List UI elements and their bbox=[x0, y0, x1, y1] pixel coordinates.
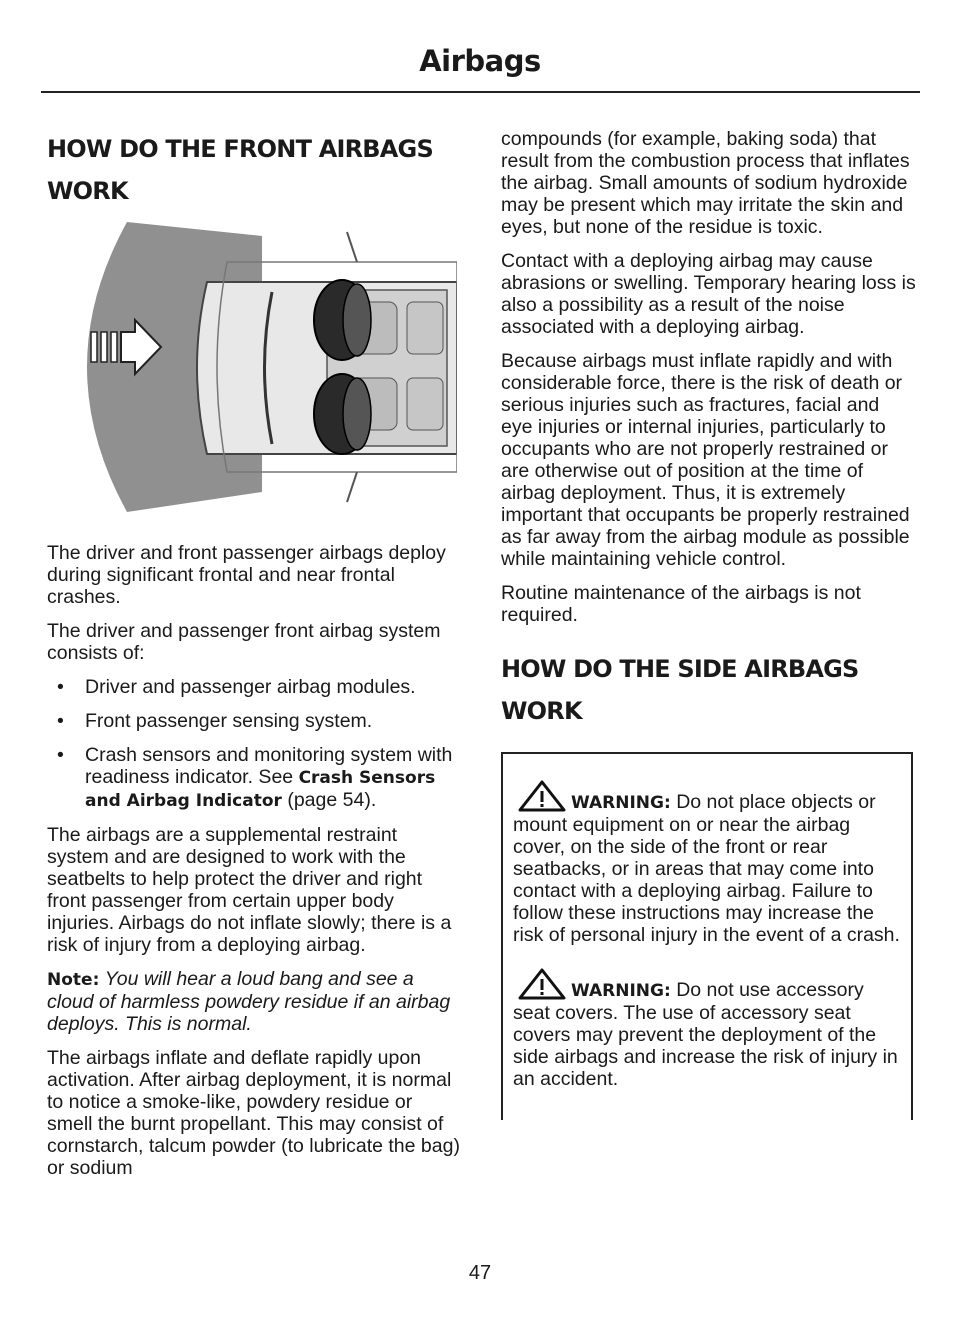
warning-label: WARNING: bbox=[571, 981, 671, 1001]
warning-1 bbox=[513, 780, 901, 946]
left-column bbox=[47, 128, 462, 1191]
list-item: • Front passenger sensing system. bbox=[47, 710, 462, 732]
page-number: 47 bbox=[468, 1262, 492, 1284]
right-column bbox=[501, 128, 916, 1120]
front-airbag-illustration bbox=[57, 222, 457, 512]
warning-triangle-icon bbox=[517, 780, 567, 812]
cross-reference-link[interactable]: Crash Sensors and Airbag Indicator bbox=[85, 768, 436, 811]
page-header-title: Airbags bbox=[419, 44, 541, 78]
note-text: You will hear a loud bang and see a cloud of harmless powdery residue if an airbag deploys. This is normal. bbox=[47, 968, 451, 1035]
warning-2 bbox=[513, 968, 901, 1090]
warning-text: Do not use accessory seat covers. The use of accessory seat covers may prevent the deployment of the side airbags and increase the risk of injury in an accident. bbox=[513, 979, 898, 1090]
airbag-system-components-list bbox=[47, 676, 462, 812]
side-airbags-heading: HOW DO THE SIDE AIRBAGS WORK bbox=[501, 655, 859, 725]
paragraph: Routine maintenance of the airbags is not required. bbox=[501, 582, 861, 626]
warning-label: WARNING: bbox=[571, 793, 671, 813]
warning-triangle-icon bbox=[517, 968, 567, 1000]
paragraph: The airbags inflate and deflate rapidly upon activation. After airbag deployment, it is normal to notice a smoke-like, powdery residue or smell the burnt propellant. This may consist of cornstarch, talcum powder (to lubricate the bag) or sodium bbox=[47, 1047, 460, 1179]
note-label: Note: bbox=[47, 970, 100, 990]
list-item: • Crash sensors and monitoring system with readiness indicator. See Crash Sensors and Airbag Indicator (page 54). bbox=[47, 744, 462, 812]
header-divider bbox=[41, 91, 920, 93]
note bbox=[47, 968, 462, 1035]
paragraph: The driver and passenger front airbag system consists of: bbox=[47, 620, 441, 664]
paragraph: The driver and front passenger airbags deploy during significant frontal and near frontal crashes. bbox=[47, 542, 446, 608]
warning-box bbox=[501, 752, 913, 1120]
paragraph: The airbags are a supplemental restraint system and are designed to work with the seatbelts to help protect the driver and right front passenger from certain upper body injuries. Airbags do not inflate slowly; there is a risk of injury from a deploying airbag. bbox=[47, 824, 452, 956]
list-item: • Driver and passenger airbag modules. bbox=[47, 676, 462, 698]
front-airbags-heading: HOW DO THE FRONT AIRBAGS WORK bbox=[47, 135, 433, 205]
warning-text: Do not place objects or mount equipment on or near the airbag cover, on the side of the front or rear seatbacks, or in areas that may come into contact with a deploying airbag. Failure to follow these instructions may increase the risk of personal injury in the event of a crash. bbox=[513, 791, 900, 946]
paragraph: Because airbags must inflate rapidly and with considerable force, there is the risk of death or serious injuries such as fractures, facial and eye injuries or internal injuries, particularly to occupants who are not properly restrained or are otherwise out of position at the time of airbag deployment. Thus, it is extremely important that occupants be properly restrained as far away from the airbag module as possible while maintaining vehicle control. bbox=[501, 350, 910, 570]
paragraph: Contact with a deploying airbag may cause abrasions or swelling. Temporary hearing loss is also a possibility as a result of the noise associated with a deploying airbag. bbox=[501, 250, 916, 338]
paragraph: compounds (for example, baking soda) that result from the combustion process that inflates the airbag. Small amounts of sodium hydroxide may be present which may irritate the skin and eyes, but none of the residue is toxic. bbox=[501, 128, 910, 238]
